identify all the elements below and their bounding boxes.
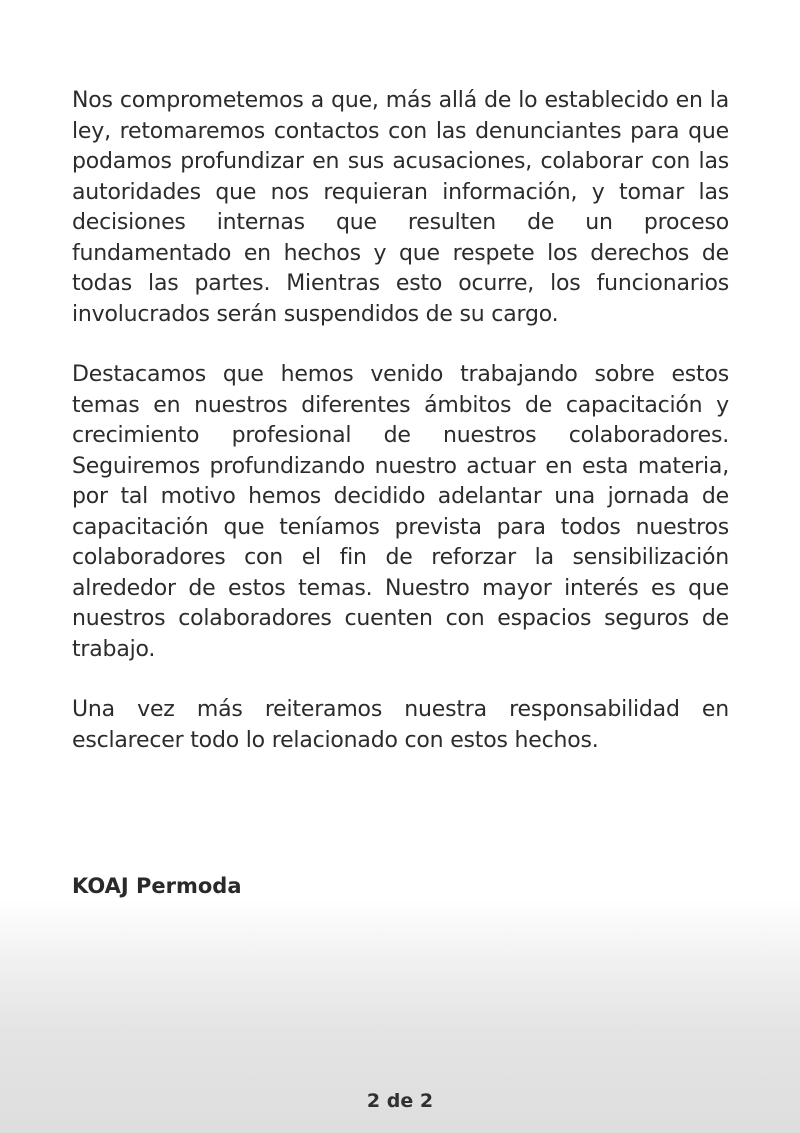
document-body	[72, 86, 729, 786]
paragraph-responsibility: Una vez más reiteramos nuestra responsabilidad en esclarecer todo lo relacionado con estos hechos.	[72, 697, 729, 753]
paragraph-commitment: Nos comprometemos a que, más allá de lo establecido en la ley, retomaremos contactos con las denunciantes para que podamos profundizar en sus acusaciones, colaborar con las autoridades que nos requieran información, y tomar las decisiones internas que resulten de un proceso fundamentado en hechos y que respete los derechos de todas las partes. Mientras esto ocurre, los funcionarios involucrados serán suspendidos de su cargo.	[72, 88, 729, 327]
paragraph-training: Destacamos que hemos venido trabajando sobre estos temas en nuestros diferentes ámbitos de capacitación y crecimiento profesional de nuestros colaboradores. Seguiremos profundizando nuestro actuar en esta materia, por tal motivo hemos decidido adelantar una jornada de capacitación que teníamos prevista para todos nuestros colaboradores con el fin de reforzar la sensibilización alrededor de estos temas. Nuestro mayor interés es que nuestros colaboradores cuenten con espacios seguros de trabajo.	[72, 362, 729, 662]
signature: KOAJ Permoda	[72, 874, 242, 898]
page-number: 2 de 2	[366, 1090, 434, 1112]
